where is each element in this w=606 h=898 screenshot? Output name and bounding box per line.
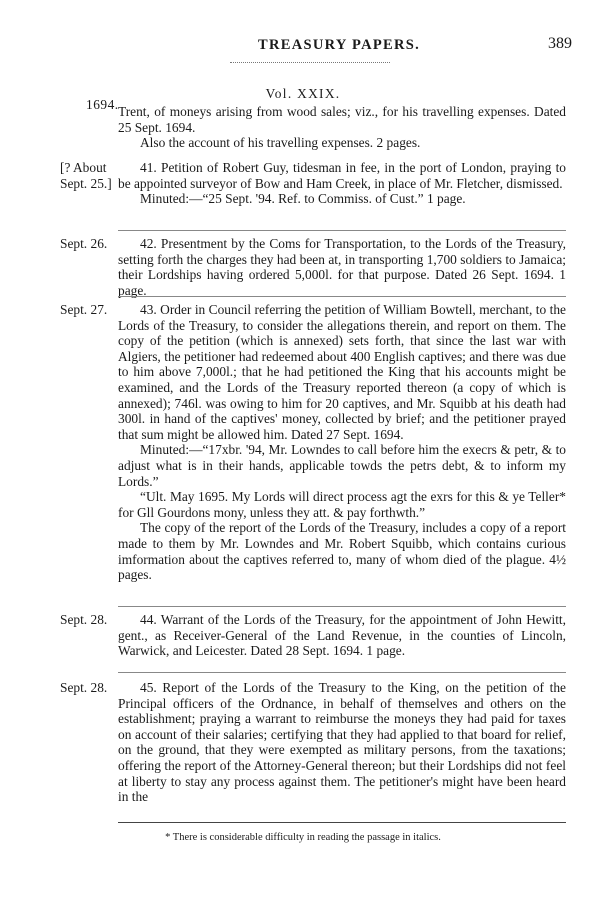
- volume-heading: Vol. XXIX.: [265, 86, 341, 101]
- entry-paragraph: 45. Report of the Lords of the Treasury to the King, on the petition of the Principal officers of the Ordnance, in behalf of themselves and others on the establishment; praying a warrant to reimburse the moneys they had paid for taxes on account of their salaries; certifying that they had applied to that board for relief, on the ground, that they were exempted as military persons, from the taxations; offering the report of the Attorney-General thereon; but their Lordships did not feel at liberty to stay any process against them. The petitioner's might have been heard in the: [118, 680, 566, 805]
- entry-date: [60, 160, 120, 191]
- entry-body: [118, 612, 566, 659]
- entry-separator: [118, 230, 566, 231]
- running-title: TREASURY PAPERS.: [258, 37, 421, 53]
- entry-paragraph-pages: Also the account of his travelling expenses. 2 pages.: [140, 135, 421, 151]
- entry-paragraph: 44. Warrant of the Lords of the Treasury, for the appointment of John Hewitt, gent., as Receiver-General of the Land Revenue, in the counties of Lincoln, Warwick, and Leicester. Dated 28 Sept. 1694. 1 page.: [118, 612, 566, 659]
- year-margin-note: 1694.: [86, 97, 119, 112]
- entry-date: Sept. 26.: [60, 236, 108, 251]
- entry-minute: Minuted:—“17xbr. '94, Mr. Lowndes to call before him the execrs & petr, & to adjust what is in their hands, applicable towds the petrs debt, & to inform my Lords.”: [118, 442, 566, 489]
- entry-paragraph: 43. Order in Council referring the petition of William Bowtell, merchant, to the Lords of the Treasury, to consider the allegations therein, and report on them. The copy of the petition (which is annexed) sets forth, that since the last war with Algiers, the petitioner had redeemed about 400 English captives; and there was due to him above 7,000l.; that he had petitioned the King that his accounts might be examined, and the Lords of the Treasury reported thereon (a copy of which is annexed); 746l. was owing to him for 20 captives, and Mr. Squibb at his death had 300l. in hand of the captives' money, collected by brief; and the petitioner prayed that sum might be allowed him. Dated 27 Sept. 1694.: [118, 302, 566, 442]
- entry-paragraph: 41. Petition of Robert Guy, tidesman in fee, in the port of London, praying to be appointed surveyor of Bow and Ham Creek, in place of Mr. Fletcher, dismissed.: [118, 160, 566, 191]
- entry-date: Sept. 28.: [60, 680, 108, 695]
- entry-body: [118, 160, 566, 207]
- footnote-rule: [118, 822, 566, 823]
- entry-body: [118, 302, 566, 583]
- entry-paragraph: 42. Presentment by the Coms for Transportation, to the Lords of the Treasury, setting forth the charges they had been at, in transporting 1,700 soldiers to Jamaica; their Lordships having ordered 5,000l. for that purpose. Dated 26 Sept. 1694. 1 page.: [118, 236, 566, 298]
- entry-body: [118, 104, 566, 151]
- footnote: * There is considerable difficulty in reading the passage in italics.: [165, 832, 441, 843]
- entry-separator: [118, 606, 566, 607]
- entry-date: Sept. 28.: [60, 612, 108, 627]
- entry-date-line: Sept. 25.]: [60, 175, 112, 191]
- entry-separator: [118, 672, 566, 673]
- header-ornament-rule: [230, 62, 390, 63]
- entry-paragraph-report: The copy of the report of the Lords of the Treasury, includes a copy of a report made to them by Mr. Lowndes and Mr. Robert Squibb, which contains curious imformation about the captives referred to, many of whom died of the plague. 4½ pages.: [118, 520, 566, 583]
- entry-paragraph: Trent, of moneys arising from wood sales; viz., for his travelling expenses. Dated 25 Sept. 1694.: [118, 104, 566, 135]
- entry-body: [118, 236, 566, 298]
- entry-minute-second: “Ult. May 1695. My Lords will direct process agt the exrs for this & ye Teller* for Gll Gourdons mony, unless they att. & pay forthwth.”: [118, 489, 566, 520]
- page-number: 389: [548, 35, 572, 52]
- entry-date-line: [? About: [60, 160, 107, 175]
- entry-body: [118, 680, 566, 805]
- entry-date: Sept. 27.: [60, 302, 108, 317]
- entry-separator: [118, 296, 566, 297]
- entry-minute: Minuted:—“25 Sept. '94. Ref. to Commiss. of Cust.” 1 page.: [140, 191, 466, 207]
